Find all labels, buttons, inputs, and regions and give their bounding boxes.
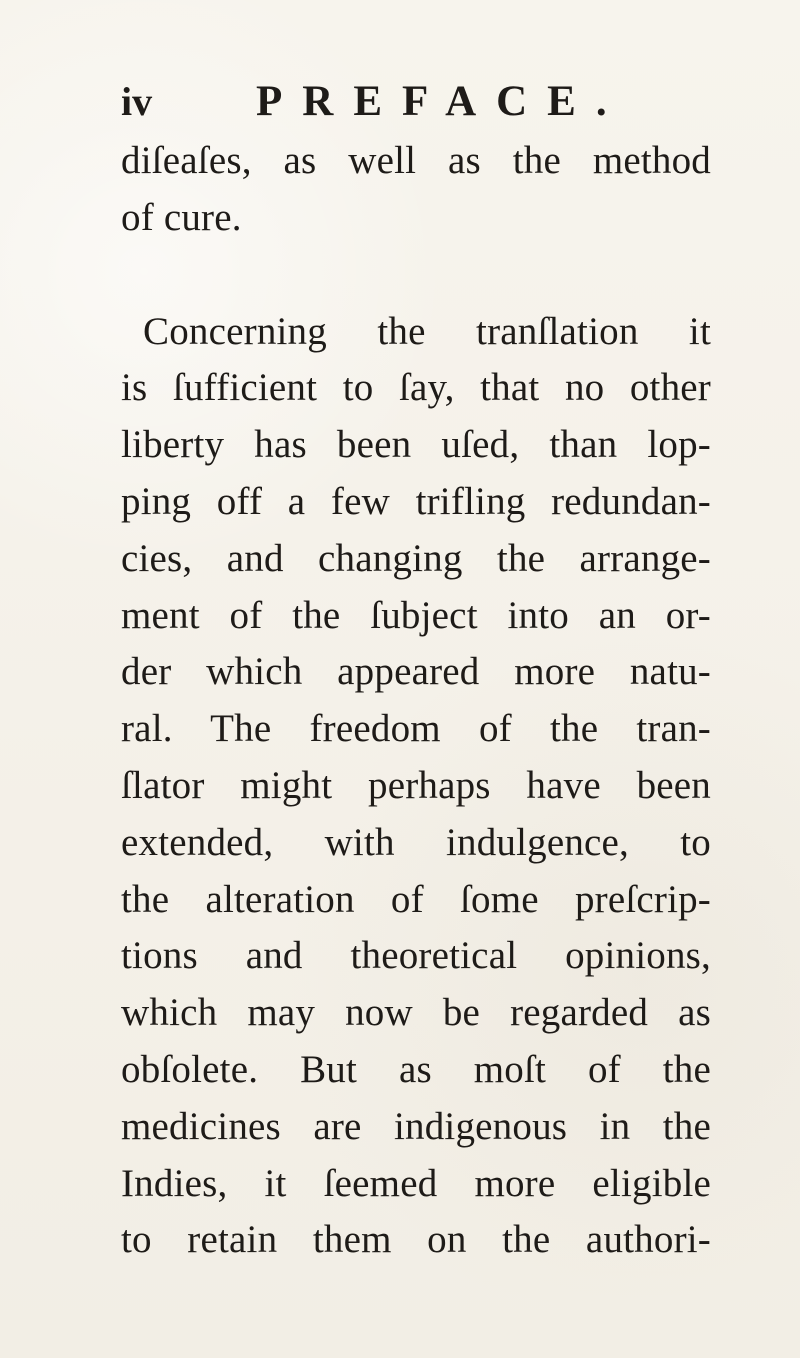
- text-line: der which appeared more natu-: [121, 650, 711, 694]
- page-number: iv: [121, 79, 153, 124]
- running-title: PREFACE.: [256, 78, 627, 125]
- text-line: tions and theoretical opinions,: [121, 934, 711, 978]
- text-line: Indies, it ſeemed more eligible: [121, 1161, 711, 1205]
- page-body: [121, 133, 741, 1269]
- text-line: of cure.: [121, 195, 242, 239]
- text-line: ment of the ſubject into an or-: [121, 593, 711, 637]
- text-line: obſolete. But as moſt of the: [121, 1047, 711, 1091]
- text-line: Concerning the tranſlation it: [143, 309, 711, 353]
- paragraph-gap: [121, 247, 741, 304]
- text-line: diſeaſes, as well as the method: [121, 139, 711, 182]
- text-line: liberty has been uſed, than lop-: [121, 423, 711, 467]
- page-header: [121, 78, 681, 132]
- text-line: ping off a few trifling redundan-: [121, 479, 711, 523]
- text-line: medicines are indigenous in the: [121, 1104, 711, 1148]
- text-line: to retain them on the authori-: [121, 1218, 711, 1262]
- text-line: ſlator might perhaps have been: [121, 763, 711, 807]
- text-line: cies, and changing the arrange-: [121, 536, 711, 580]
- text-line: extended, with indulgence, to: [121, 820, 711, 864]
- text-line: ral. The freedom of the tran-: [121, 707, 711, 751]
- text-line: the alteration of ſome preſcrip-: [121, 877, 711, 921]
- text-line: is ſufficient to ſay, that no other: [121, 366, 711, 410]
- text-line: which may now be regarded as: [121, 991, 711, 1035]
